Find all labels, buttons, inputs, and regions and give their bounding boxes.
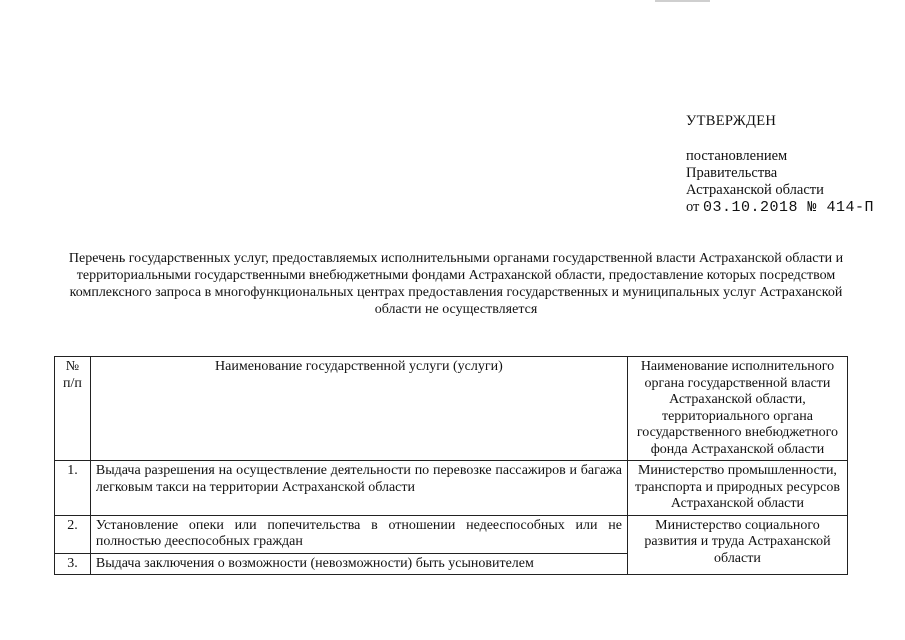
approval-stamp bbox=[686, 113, 874, 216]
row-1-num: 1. bbox=[55, 461, 91, 516]
document-title: Перечень государственных услуг, предоставляемых исполнительными органами государственной власти Астраханской области и территориальными государственными внебюджетными фондами Астраханской области, предоставление которых посредством комплексного запроса в многофункциональных центрах предоставления государственных и муниципальных услуг Астраханской области не осуществляется bbox=[68, 251, 844, 317]
table-row bbox=[55, 515, 848, 553]
row-1-service: Выдача разрешения на осуществление деятельности по перевозке пассажиров и багажа легковым такси на территории Астраханской области bbox=[90, 461, 627, 516]
scan-artifact bbox=[655, 0, 710, 2]
approval-date-number: 03.10.2018 № 414-П bbox=[703, 199, 875, 216]
services-table bbox=[54, 356, 848, 575]
row-1-organ: Министерство промышленности, транспорта и природных ресурсов Астраханской области bbox=[627, 461, 847, 516]
row-3-num: 3. bbox=[55, 553, 91, 575]
approval-date-prefix: от bbox=[686, 199, 700, 215]
header-service: Наименование государственной услуги (услуги) bbox=[90, 357, 627, 461]
approval-title: УТВЕРЖДЕН bbox=[686, 113, 777, 129]
header-num: № п/п bbox=[55, 357, 91, 461]
approval-line-1: постановлением bbox=[686, 148, 788, 164]
table-row bbox=[55, 461, 848, 516]
table-header-row bbox=[55, 357, 848, 461]
approval-line-3: Астраханской области bbox=[686, 182, 824, 198]
approval-date bbox=[686, 199, 874, 216]
row-2-service: Установление опеки или попечительства в отношении недееспособных или не полностью дееспособных граждан bbox=[90, 515, 627, 553]
row-2-num: 2. bbox=[55, 515, 91, 553]
row-2-3-organ: Министерство социального развития и труда Астраханской области bbox=[627, 515, 847, 575]
approval-line-2: Правительства bbox=[686, 165, 778, 181]
header-organ: Наименование исполнительного органа государственной власти Астраханской области, территориального органа государственного внебюджетного фонда Астраханской области bbox=[627, 357, 847, 461]
row-3-service: Выдача заключения о возможности (невозможности) быть усыновителем bbox=[90, 553, 627, 575]
